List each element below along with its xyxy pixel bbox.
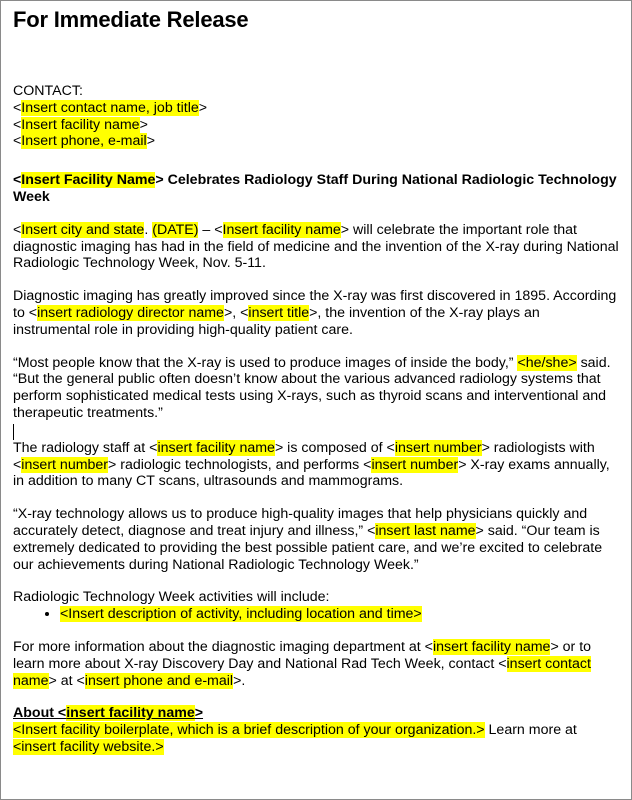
paragraph-intro: <Insert city and state. (DATE) – <Insert facility name> will celebrate the important role that diagnostic imaging has had in the field of medicine and the invention of the X-ray during National Radiologic Technology Week, Nov. 5-11. xyxy=(13,221,619,272)
text-run: > xyxy=(194,705,204,722)
placeholder-pronoun: <he/she> xyxy=(517,354,577,371)
text-run: > or to learn more about X-ray Discovery Day and National Rad Tech Week, contact < xyxy=(13,638,592,672)
placeholder-director-name: insert radiology director name xyxy=(37,304,224,321)
paragraph-history xyxy=(13,288,621,338)
activities-intro: Radiologic Technology Week activities will include: xyxy=(13,589,330,606)
text-run: > at < xyxy=(48,672,85,689)
placeholder-activity: <Insert description of activity, including location and time> xyxy=(60,606,422,623)
placeholder-phone-email: insert phone and e-mail xyxy=(84,672,234,689)
text-run: > will celebrate the important role that diagnostic imaging has had in the field of medicine and the invention of the X-ray during National Radiologic Technology Week, Nov. 5-11. xyxy=(13,221,619,272)
placeholder-facility-name: insert facility name xyxy=(66,705,195,722)
contact-block xyxy=(13,83,621,150)
text-run: said. “But the general public often doesn’t know about the various advanced radiology systems that perform sophisticated medical tests using X-rays, such as thyroid scans and interventional and therapeutic treatments.” xyxy=(13,354,611,421)
placeholder-facility-name: insert facility name xyxy=(157,439,275,456)
text-run: Learn more at xyxy=(484,722,577,739)
placeholder-last-name: insert last name xyxy=(375,522,476,539)
placeholder-website: <insert facility website.> xyxy=(13,738,164,755)
placeholder-city-state: Insert city and state xyxy=(21,221,145,238)
contact-line: <Insert contact name, job title> xyxy=(13,99,208,116)
placeholder-facility-name: Insert Facility Name xyxy=(21,172,156,189)
placeholder-boilerplate: <Insert facility boilerplate, which is a brief description of your organization.> xyxy=(13,722,485,739)
paragraph-quote-2 xyxy=(13,506,621,573)
text-run: “Most people know that the X-ray is used to produce images of inside the body,” xyxy=(13,354,518,371)
about-heading xyxy=(13,705,621,722)
text-run: > said. “Our team is extremely dedicated to providing the best possible patient care, and we’re excited to celebrate our achievements during National Radiologic Technology Week.” xyxy=(13,522,603,573)
text-run: > X-ray exams annually, in addition to many CT scans, ultrasounds and mammograms. xyxy=(13,456,610,490)
paragraph-staff xyxy=(13,440,621,490)
text-run: For more information about the diagnostic imaging department at < xyxy=(13,638,433,655)
activities-list xyxy=(13,606,621,623)
text-run: > is composed of < xyxy=(274,439,395,456)
text-run: – < xyxy=(198,221,223,238)
contact-line: <Insert phone, e-mail> xyxy=(13,133,155,150)
text-run: > radiologic technologists, and performs < xyxy=(108,456,372,473)
placeholder-contact-name: insert contact name xyxy=(13,655,591,689)
placeholder-facility-name: insert facility name xyxy=(432,638,551,655)
text-run: >, < xyxy=(223,304,249,321)
placeholder-number: insert number xyxy=(371,456,459,473)
text-run: > radiologists with < xyxy=(13,439,595,473)
text-run: About < xyxy=(13,705,67,722)
text-cursor xyxy=(13,424,14,440)
document-title: For Immediate Release xyxy=(13,7,249,32)
text-run: “X-ray technology allows us to produce high-quality images that help physicians quickly and accurately detect, diagnose and treat injury and illness,” < xyxy=(13,506,588,539)
paragraph-more-info xyxy=(13,639,621,689)
text-run: >, the invention of the X-ray plays an instrumental role in providing high-quality patient care. xyxy=(13,304,540,338)
contact-label: CONTACT: xyxy=(13,83,83,99)
placeholder-contact-name: Insert contact name, job title xyxy=(21,99,199,116)
contact-line: <Insert facility name> xyxy=(13,116,148,133)
paragraph-boilerplate xyxy=(13,722,621,756)
placeholder-date: (DATE) xyxy=(152,221,199,238)
paragraph-quote-1 xyxy=(13,355,621,422)
placeholder-facility-name: Insert facility name xyxy=(21,116,140,133)
placeholder-facility-name: Insert facility name xyxy=(222,221,341,238)
press-headline: <Insert Facility Name> Celebrates Radiology Staff During National Radiologic Technology Week xyxy=(13,172,617,205)
text-run: The radiology staff at < xyxy=(13,439,158,456)
text-run: . xyxy=(144,221,153,238)
text-run: >. xyxy=(233,672,246,689)
placeholder-phone-email: Insert phone, e-mail xyxy=(21,133,147,150)
text-run: Diagnostic imaging has greatly improved since the X-ray was first discovered in 1895. According to < xyxy=(13,288,617,321)
list-item xyxy=(60,606,621,623)
placeholder-number: insert number xyxy=(394,439,482,456)
headline-text: Celebrates Radiology Staff During National Radiologic Technology Week xyxy=(13,172,617,205)
placeholder-title: insert title xyxy=(248,304,310,321)
placeholder-number: insert number xyxy=(21,456,109,473)
